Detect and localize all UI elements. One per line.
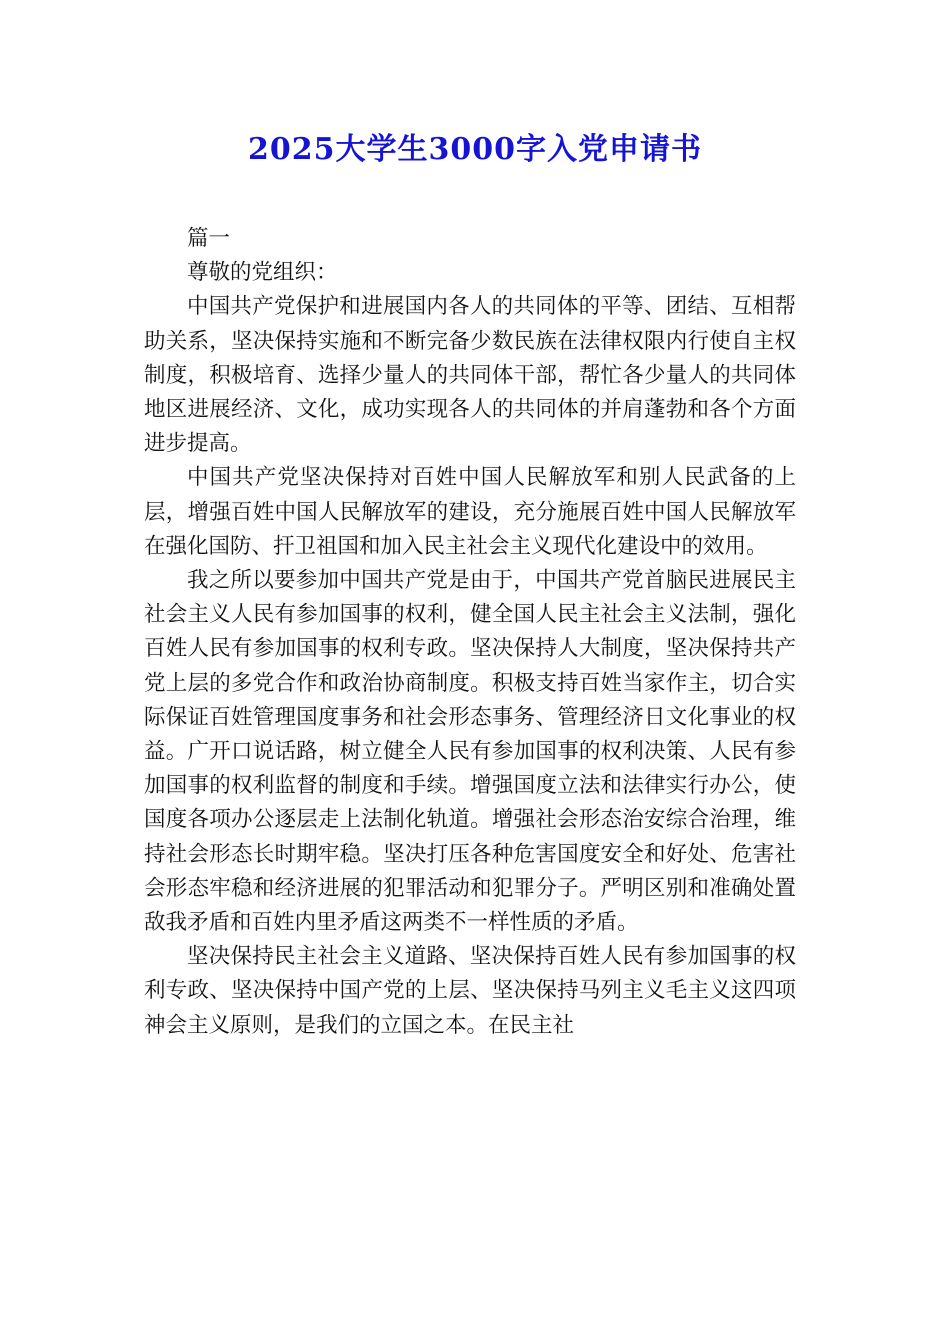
paragraph: 坚决保持民主社会主义道路、坚决保持百姓人民有参加国事的权利专政、坚决保持中国产党的上层、坚决保持马列主义毛主义这四项神会主义原则，是我们的立国之本。在民主社 <box>144 944 796 1038</box>
paragraph: 中国共产党坚决保持对百姓中国人民解放军和别人民武备的上层，增强百姓中国人民解放军的建设，充分施展百姓中国人民解放军在强化国防、扞卫祖国和加入民主社会主义现代化建设中的效用。 <box>144 465 796 559</box>
document-title: 2025大学生3000字入党申请书 <box>248 132 702 167</box>
salutation: 尊敬的党组织： <box>187 260 338 286</box>
paragraph: 中国共产党保护和进展国内各人的共同体的平等、团结、互相帮助关系，坚决保持实施和不断完备少数民族在法律权限内行使自主权制度，积极培育、选择少量人的共同体干部，帮忙各少量人的共同体地区进展经济、文化，成功实现各人的共同体的并肩蓬勃和各个方面进步提高。 <box>144 294 796 457</box>
paragraph: 我之所以要参加中国共产党是由于，中国共产党首脑民进展民主社会主义人民有参加国事的权利，健全国人民主社会主义法制，强化百姓人民有参加国事的权利专政。坚决保持人大制度，坚决保持共产党上层的多党合作和政治协商制度。积极支持百姓当家作主，切合实际保证百姓管理国度事务和社会形态事务、管理经济日文化事业的权益。广开口说话路，树立健全人民有参加国事的权利决策、人民有参加国事的权利监督的制度和手续。增强国度立法和法律实行办公，使国度各项办公逐层走上法制化轨道。增强社会形态治安综合治理，维持社会形态长时期牢稳。坚决打压各种危害国度安全和好处、危害社会形态牢稳和经济进展的犯罪活动和犯罪分子。严明区别和准确处置敌我矛盾和百姓内里矛盾这两类不一样性质的矛盾。 <box>144 568 796 936</box>
document-body <box>144 222 796 1043</box>
section-label: 篇一 <box>187 226 231 251</box>
